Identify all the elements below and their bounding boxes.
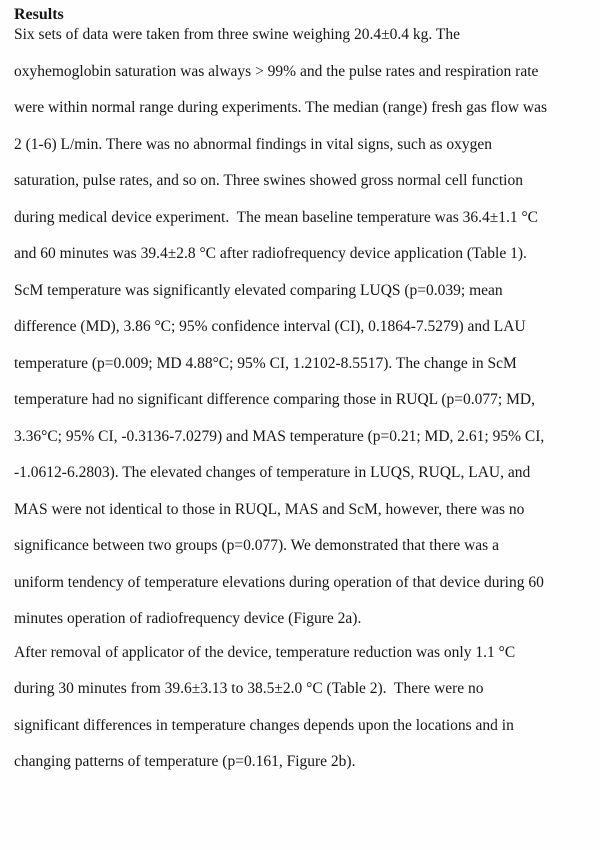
text-line: changing patterns of temperature (p=0.161, Figure 2b). (14, 753, 356, 770)
text-line: 2 (1-6) L/min. There was no abnormal findings in vital signs, such as oxygen (14, 135, 492, 153)
text-line: and 60 minutes was 39.4±2.8 °C after radiofrequency device application (Table 1). (14, 245, 527, 262)
text-line: during 30 minutes from 39.6±3.13 to 38.5±2.0 °C (Table 2). There were no (14, 680, 484, 697)
text-line: saturation, pulse rates, and so on. Three swines showed gross normal cell function (14, 172, 523, 189)
text-line: difference (MD), 3.86 °C; 95% confidence interval (CI), 0.1864-7.5279) and LAU (14, 318, 526, 335)
results-paragraph-1 (14, 17, 592, 638)
text-line: 3.36°C; 95% CI, -0.3136-7.0279) and MAS temperature (p=0.21; MD, 2.61; 95% CI, (14, 427, 545, 445)
text-line: -1.0612-6.2803). The elevated changes of temperature in LUQS, RUQL, LAU, and (14, 464, 531, 481)
text-line: MAS were not identical to those in RUQL, MAS and ScM, however, there was no (14, 500, 525, 518)
text-line: significance between two groups (p=0.077). We demonstrated that there was a (14, 537, 499, 554)
text-line: minutes operation of radiofrequency device (Figure 2a). (14, 610, 362, 627)
section-heading: Results (14, 6, 64, 23)
text-line: significant differences in temperature changes depends upon the locations and in (14, 716, 514, 734)
results-paragraph-2 (14, 635, 592, 781)
text-line: Six sets of data were taken from three swine weighing 20.4±0.4 kg. The (14, 26, 460, 43)
text-line: ScM temperature was significantly elevated comparing LUQS (p=0.039; mean (14, 281, 503, 299)
text-line: temperature (p=0.009; MD 4.88°C; 95% CI, 1.2102-8.5517). The change in ScM (14, 354, 517, 372)
text-line: were within normal range during experiments. The median (range) fresh gas flow was (14, 99, 547, 116)
text-line: After removal of applicator of the device, temperature reduction was only 1.1 °C (14, 643, 516, 661)
text-line: temperature had no significant difference comparing those in RUQL (p=0.077; MD, (14, 391, 535, 408)
text-line: uniform tendency of temperature elevations during operation of that device during 60 (14, 573, 544, 591)
text-line: during medical device experiment. The mean baseline temperature was 36.4±1.1 °C (14, 208, 539, 226)
text-line: oxyhemoglobin saturation was always > 99% and the pulse rates and respiration rate (14, 62, 539, 80)
